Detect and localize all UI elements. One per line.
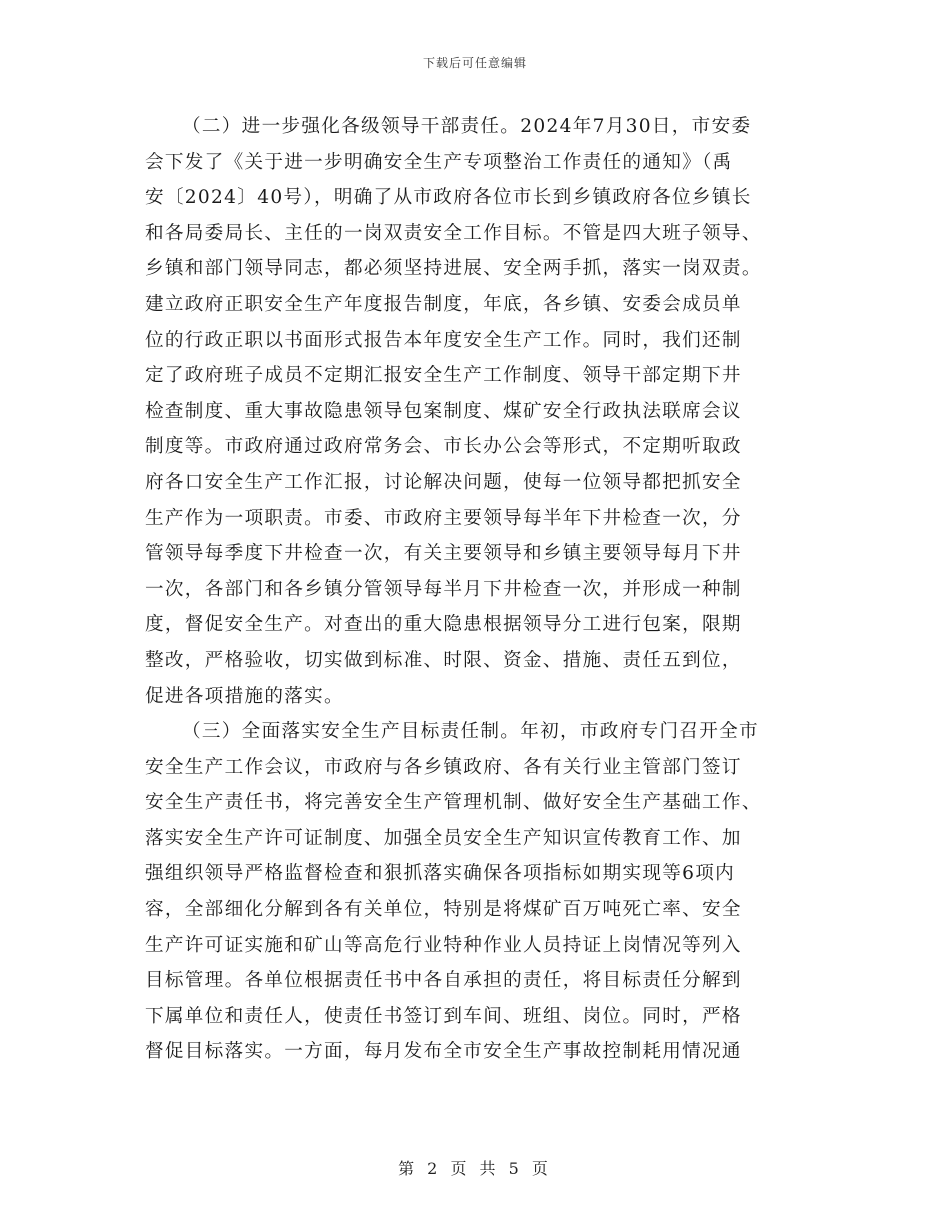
text-line: 整改，严格验收，切实做到标准、时限、资金、措施、责任五到位， <box>145 649 742 671</box>
text-line: 容，全部细化分解到各有关单位，特别是将煤矿百万吨死亡率、安全 <box>145 899 742 921</box>
text-line: 促进各项措施的落实。 <box>145 685 344 707</box>
text-line: 生产许可证实施和矿山等高危行业特种作业人员持证上岗情况等列入 <box>145 934 742 956</box>
text-line: 检查制度、重大事故隐患领导包案制度、煤矿安全行政执法联席会议 <box>145 400 742 422</box>
text-line: 生产作为一项职责。市委、市政府主要领导每半年下井检查一次，分 <box>145 507 742 529</box>
text-line: 强组织领导严格监督检查和狠抓落实确保各项指标如期实现等6项内 <box>145 863 736 885</box>
text-line: 位的行政正职以书面形式报告本年度安全生产工作。同时，我们还制 <box>145 329 742 351</box>
text-line: 和各局委局长、主任的一岗双责安全工作目标。不管是四大班子领导、 <box>145 222 762 244</box>
text-line: 定了政府班子成员不定期汇报安全生产工作制度、领导干部定期下井 <box>145 365 742 387</box>
text-line: 安全生产责任书，将完善安全生产管理机制、做好安全生产基础工作、 <box>145 792 762 814</box>
text-line: 建立政府正职安全生产年度报告制度，年底，各乡镇、安委会成员单 <box>145 293 742 315</box>
text-line: 督促目标落实。一方面，每月发布全市安全生产事故控制耗用情况通 <box>145 1041 742 1063</box>
text-line: 落实安全生产许可证制度、加强全员安全生产知识宣传教育工作、加 <box>145 827 742 849</box>
text-line: 度，督促安全生产。对查出的重大隐患根据领导分工进行包案，限期 <box>145 614 742 636</box>
text-line: 乡镇和部门领导同志，都必须坚持进展、安全两手抓，落实一岗双责。 <box>145 258 762 280</box>
text-line: （二）进一步强化各级领导干部责任。2024年7月30日，市安委 <box>182 116 752 137</box>
text-line: 安全生产工作会议，市政府与各乡镇政府、各有关行业主管部门签订 <box>145 756 742 778</box>
page-footer: 第 2 页 共 5 页 <box>398 1159 552 1178</box>
text-line: 管领导每季度下井检查一次，有关主要领导和乡镇主要领导每月下井 <box>145 543 742 565</box>
text-line: 下属单位和责任人，使责任书签订到车间、班组、岗位。同时，严格 <box>145 1005 742 1027</box>
text-line: 会下发了《关于进一步明确安全生产专项整治工作责任的通知》（禹 <box>145 151 733 173</box>
text-line: （三）全面落实安全生产目标责任制。年初，市政府专门召开全市 <box>182 721 759 743</box>
text-line: 制度等。市政府通过政府常务会、市长办公会等形式，不定期听取政 <box>145 436 742 458</box>
text-line: 目标管理。各单位根据责任书中各自承担的责任，将目标责任分解到 <box>145 970 742 992</box>
text-line: 府各口安全生产工作汇报，讨论解决问题，使每一位领导都把抓安全 <box>145 471 742 493</box>
text-line: 一次，各部门和各乡镇分管领导每半月下井检查一次，并形成一种制 <box>145 578 742 600</box>
text-line: 安〔2024〕40号），明确了从市政府各位市长到乡镇政府各位乡镇长 <box>145 187 752 209</box>
document-body <box>145 109 807 1070</box>
page-header: 下载后可任意编辑 <box>422 56 527 70</box>
